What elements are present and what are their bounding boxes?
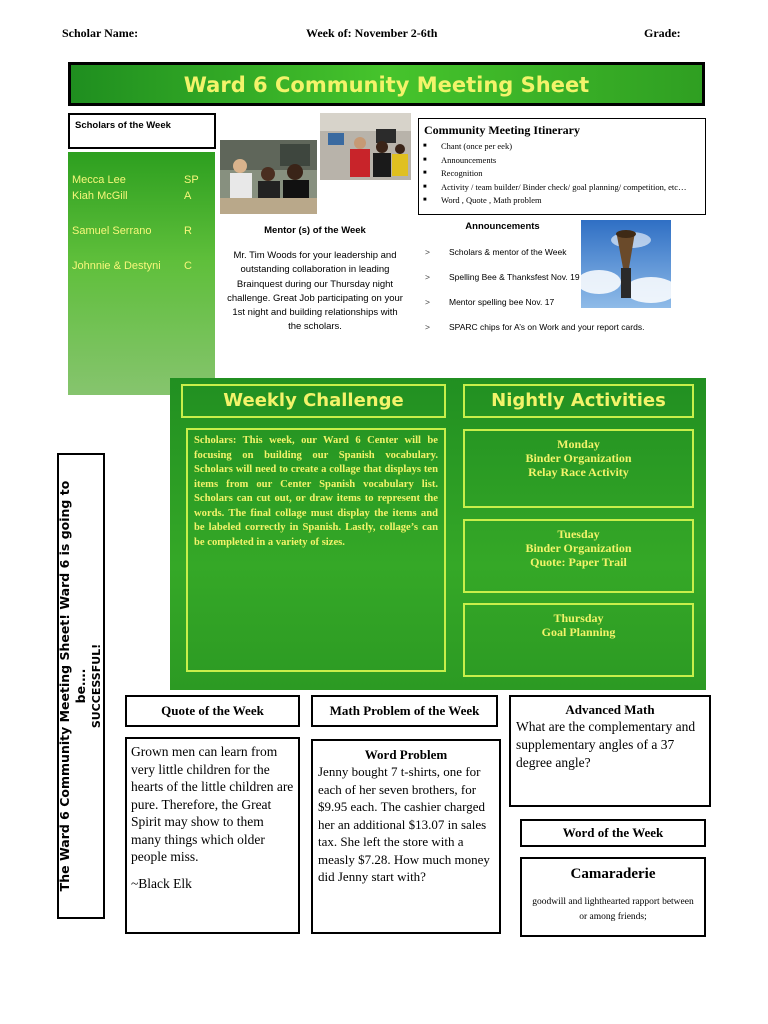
arrow-icon: > [425,297,430,307]
scholar-row [72,174,212,186]
math-box [311,739,501,934]
arrow-icon: > [425,322,430,332]
word-box [520,857,706,937]
scholars-heading: Scholars of the Week [75,120,171,131]
list-item: ■ Activity / team builder/ Binder check/ goal planning/ competition, etc… [441,181,705,195]
announcement-text: SPARC chips for A’s on Work and your report cards. [449,322,645,332]
announcement-text: Mentor spelling bee Nov. 17 [449,297,555,307]
weekly-challenge-title-box [181,384,446,418]
announcement-text: Spelling Bee & Thanksfest Nov. 19 [449,272,580,282]
quote-heading-box [125,695,300,727]
arrow-icon: > [425,247,430,257]
day-label: Monday [557,437,600,451]
nightly-activities-title-box [463,384,694,418]
megaphone-image [581,220,671,308]
activity-line: Relay Race Activity [528,465,629,479]
itinerary-list [419,140,705,208]
scholar-level: SP [184,174,199,186]
math-sub-heading: Word Problem [364,747,448,762]
scholar-name: Mecca Lee [72,174,126,186]
weekly-challenge-text: Scholars: This week, our Ward 6 Center will be focusing on building our Spanish vocabulary. Scholars will need to create a collage that displays ten items from our Center Spanish vocabulary list. Scholars can cut out, or draw items to represent the words. The final collage must display the items and be labeled correctly in Spanish. Lastly, collage’s can be completed in a variety of sizes. [194,435,438,548]
list-item: ■ Recognition [441,167,705,181]
day-label: Tuesday [557,527,600,541]
itinerary-heading: Community Meeting Itinerary [424,123,580,137]
week-of-label: Week of: November 2-6th [306,26,438,40]
advanced-math-box [509,695,711,807]
scholar-name: Samuel Serrano [72,225,152,237]
activity-line: Binder Organization [525,451,632,465]
word-heading-box [520,819,706,847]
math-text: Jenny bought 7 t-shirts, one for each of her seven brothers, for $9.95 each. The cashier charged her an additional $13.07 in sales tax. She left the store with a measly $7.28. How much money did Jenny start with? [318,764,490,884]
title-banner [68,62,705,106]
activity-line: Goal Planning [541,625,616,639]
advanced-math-heading: Advanced Math [565,702,655,717]
weekly-challenge-title: Weekly Challenge [223,390,404,411]
announcements-heading: Announcements [465,221,540,232]
nightly-monday-box [463,429,694,508]
nightly-tuesday-box [463,519,694,593]
list-item: ■ Word , Quote , Math problem [441,194,705,208]
word-definition: goodwill and lighthearted rapport between or among friends; [532,897,694,922]
quote-author: ~Black Elk [131,875,192,891]
quote-text: Grown men can learn from very little children for the hearts of the little children are pure. Therefore, the Great Spirit may show to them many things which older people miss. [131,744,294,864]
page-title: Ward 6 Community Meeting Sheet [183,73,590,97]
scholars-heading-box [68,113,216,149]
nightly-monday [465,431,692,479]
side-banner-line-1: The Ward 6 Community Meeting Sheet! Ward 6 is going to be…. [57,480,88,892]
list-item: ■ Announcements [441,154,705,168]
itinerary-box [418,118,706,215]
advanced-math-text: What are the complementary and supplementary angles of a 37 degree angle? [516,719,696,770]
weekly-challenge-box [186,428,446,672]
grade-label: Grade: [644,26,681,40]
classroom-photo-2 [320,113,411,180]
mentor-heading: Mentor (s) of the Week [264,225,366,236]
mentor-text: Mr. Tim Woods for your leadership and outstanding collaboration in leading Brainquest during our Thursday night challenge. Great Job participating on your 1st night and building relationships with the scholars. [227,250,403,333]
arrow-icon: > [425,272,430,282]
scholar-level: C [184,260,192,272]
scholar-level: A [184,190,192,202]
scholar-name-label: Scholar Name: [62,26,139,40]
list-item: ■ Chant (once per eek) [441,140,705,154]
scholars-panel [68,152,215,395]
scholar-row [72,260,212,272]
nightly-tuesday [465,521,692,569]
nightly-thursday [465,605,692,639]
scholar-name: Johnnie & Destyni [72,260,161,272]
side-banner-line-2: SUCCESSFUL! [90,643,103,729]
word-term: Camaraderie [570,866,656,882]
scholar-level: R [184,225,192,237]
nightly-activities-title: Nightly Activities [491,390,666,411]
side-banner [57,466,105,906]
scholar-name: Kiah McGill [72,190,128,202]
math-heading-box [311,695,498,727]
side-banner-box [57,453,105,919]
activity-line: Quote: Paper Trail [530,555,627,569]
activity-line: Binder Organization [525,541,632,555]
quote-box [125,737,300,934]
nightly-thursday-box [463,603,694,677]
scholar-row [72,190,212,202]
word-heading: Word of the Week [562,825,664,840]
announcement-text: Scholars & mentor of the Week [449,247,567,257]
day-label: Thursday [553,611,604,625]
classroom-photo-1 [220,140,317,214]
math-heading: Math Problem of the Week [329,703,480,718]
scholar-row [72,225,212,237]
quote-heading: Quote of the Week [161,703,264,718]
